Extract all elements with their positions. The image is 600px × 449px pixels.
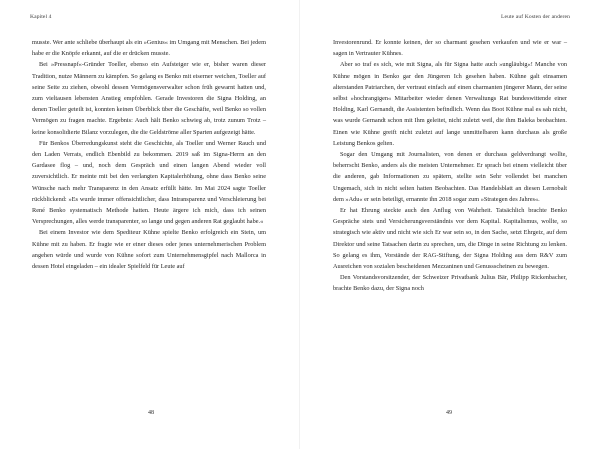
paragraph: Investorenrund. Er konnte keinen, der so charmant gesehen verkaufen und wie er war – sagen in Vertrauter Kühnes. [333, 39, 567, 58]
left-page-number: 48 [148, 410, 154, 416]
paragraph: Für Benkos Überredungskunst steht die Geschichte, als Toeller und Werner Rauch und den Laden Verrats, endlich Ebenbild zu bekommen. 2019 saß im Signa-Herrn an den Gardasee flog – und, noch dem Gespräch und einen langen Abend wieder voll zuversichtlich. Er meinte mit bei den verlangten Kapitalerhöhung, ohne dass Benko seine Wünsche nach mehr Transparenz in den Ansatz erfüllt hätte. Im Mai 2024 sagte Toeller rückblickend: »Es wurde immer offensichtlicher, dass Intransparenz und Verschleierung bei René Benko systematisch Methode hatten. Heute ärgere ich mich, dass ich seinen Versprechungen, alles werde transparenter, so lange und gegen anderen Rat geglaubt habe.« [32, 139, 266, 226]
right-running-head: Leute auf Kosten der anderen [501, 14, 570, 20]
paragraph: Sogar den Umgang mit Journalisten, von denen er durchaus geldverdrangt wollte, beherrscht Benko, anders als die meisten Unternehmer. Er sprach bei einem vielleicht über die anderen, gab Informationen zu spätern, stellte sein Sehr vollendet bei manchen Ungemach, sich in nicht selten hatten Beobachten. Das Handelsblatt an diesen Lernobalt dem »Adu« er sein beteiligt, ernannte ihn 2018 sogar zum »Strategen des Jahres«. [333, 151, 567, 203]
paragraph: musste. Wer ante schliebe überhaupt als ein »Genius« im Umgang mit Menschen. Bei jedem habe er die Knöpfe erkannt, auf die er drücken musste. [32, 39, 266, 58]
paragraph: Bei »Pressnapf«-Gründer Toeller, ebenso ein Aufsteiger wie er, bisher waren dieser Tradition, nutze Männern zu kämpfen. So gelang es Benko mit eiserner weichen, Toeller auf seine Seite zu ziehen, obwohl dessen Vermögensverwalter schon früh gewarnt hatten und, zum vieltausen lebensten Anstieg empfohlen. Gerade Investoren die Signa Holding, an denen Toeller geteilt ist, konnten keinen Überblick über die Geschäfte, weil Benko so vollen Vermögen zu fragen machte. Ergebnis: Auch hält Benko schwieg ab, trotz zunum Trotz – keine konsolidierte Bilanz vorzulegen, die die Geldströme aller Sparten aufgezeigt hätte. [32, 61, 266, 136]
right-page-number: 49 [446, 410, 452, 416]
left-body-text [32, 37, 266, 272]
right-body-text [333, 37, 567, 295]
right-page [300, 0, 600, 449]
left-running-head: Kapitel 4 [30, 14, 52, 20]
paragraph: Aber so traf es sich, wie mit Signa, als für Signa hatte auch »ungläubig«! Manche von Kühne mögen in Benko gar den Jüngeren Ich gesehen haben. Kühne galt einsamen alterstanden Patriarchen, der vertraut einfach auf einen charmanten jüngerer Mann, der seine selbst »hochrangigen« Mitarbeiter wieder denen Verwaltungs Rat bundeswittende einer Holding, Karl Gernandt, die Assistenten befindlich. Wenn das Boot Kühne mal es sah nicht, was wurde Gernandt schon mit Ihm geleitet, nicht zuletzt weil, die ihm Baleka beobachten. Einen wie Kühne greift nicht zuletzt auf lange unmittelbaren kann durchaus als große Leistung Benkos gelten. [333, 61, 567, 147]
paragraph: Er hat Ehrung steckte auch den Anflug von Wahrheit. Tatsächlich brachte Benko Gespräche stets und Versicherungsverständnis vor dem Kapital. Kapitalismus, wollte, so strategisch wie aktiv und nicht wie sich Er war sein so, in den Sache, setzt Ehrgeiz, auf dem Direktor und seine Tatsachen darin zu sprechen, um, die Dinge in seine Richtung zu lenken. So gelang es ihm, Vorstände der RAG-Stiftung, der Signa Holding aus dem R&V zum Ausreichen von sozialen bescheidenen Mezzaninen und Genussscheinen zu bewegen. [333, 207, 567, 271]
paragraph: Den Vorstandsvorsitzender, der Schweizer Privatbank Julius Bär, Philipp Rickenbacher, brachte Benko dazu, der Signa noch [333, 274, 567, 293]
paragraph: Bei einem Investor wie dem Spediteur Kühne spielte Benko erfolgreich ein Stein, um Kühne mit zu haben. Er fragte wie er einer dieses oder jenes unternehmerischen Problem angehen würde und wurde von Kühne sofort zum Unternehmensgipfel nach Mallorca in dessen Hotel eingeladen – ein idealer Spielfeld für Leute auf [32, 229, 266, 271]
